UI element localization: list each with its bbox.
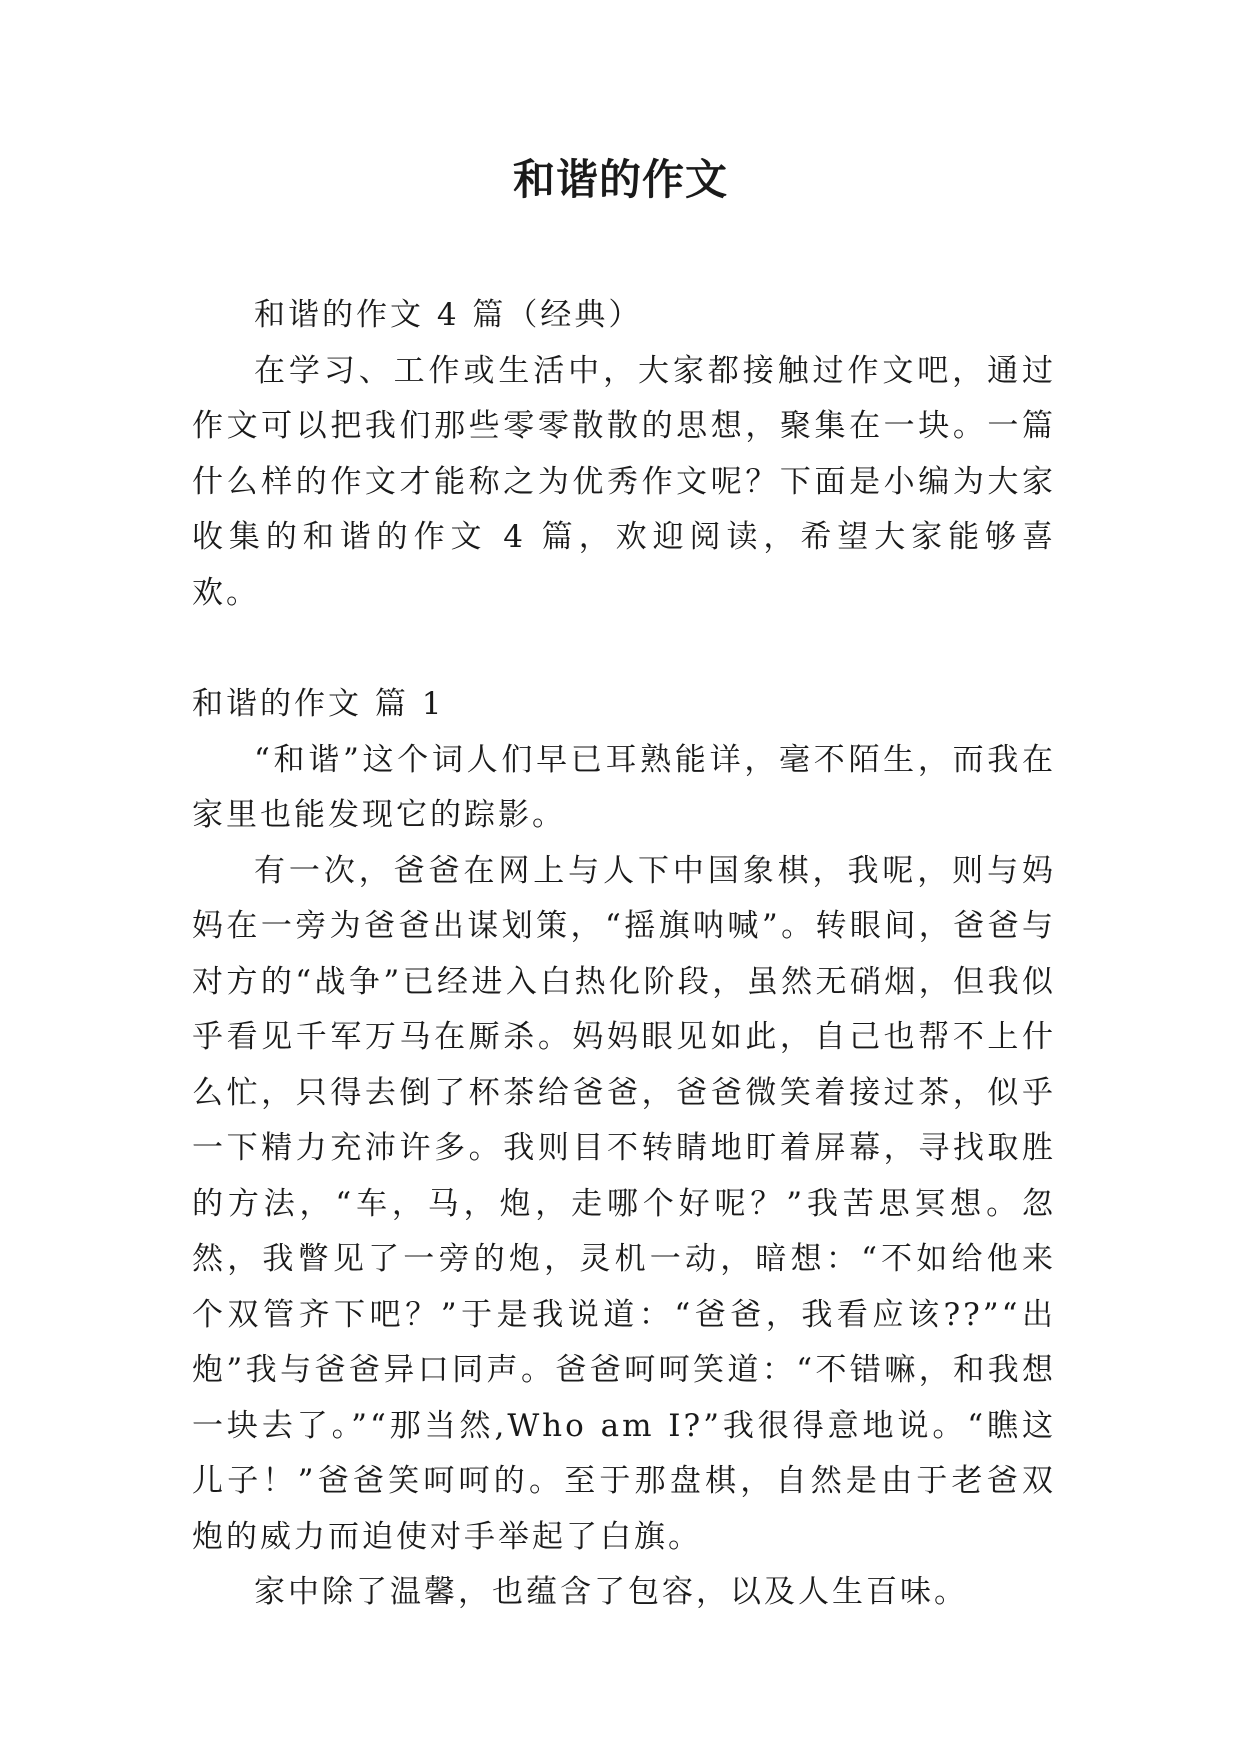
body-paragraph: “和谐”这个词人们早已耳熟能详，毫不陌生，而我在家里也能发现它的踪影。: [192, 741, 1056, 833]
intro-heading: 和谐的作文 4 篇（经典）: [254, 297, 643, 333]
body-paragraph: 家中除了温馨，也蕴含了包容，以及人生百味。: [254, 1574, 968, 1610]
page-title: 和谐的作文: [512, 155, 728, 204]
section-heading: 和谐的作文 篇 1: [192, 686, 445, 722]
intro-paragraph: 在学习、工作或生活中，大家都接触过作文吧，通过作文可以把我们那些零零散散的思想，聚集在一块。一篇什么样的作文才能称之为优秀作文呢？下面是小编为大家收集的和谐的作文 4 篇，欢迎阅读，希望大家能够喜欢。: [192, 352, 1056, 611]
section-spacer: [192, 621, 1056, 677]
document-body: [192, 288, 1056, 1621]
body-paragraph: 有一次，爸爸在网上与人下中国象棋，我呢，则与妈妈在一旁为爸爸出谋划策，“摇旗呐喊”。转眼间，爸爸与对方的“战争”已经进入白热化阶段，虽然无硝烟，但我似乎看见千军万马在厮杀。妈妈眼见如此，自己也帮不上什么忙，只得去倒了杯茶给爸爸，爸爸微笑着接过茶，似乎一下精力充沛许多。我则目不转睛地盯着屏幕，寻找取胜的方法，“车，马，炮，走哪个好呢？”我苦思冥想。忽然，我瞥见了一旁的炮，灵机一动，暗想：“不如给他来个双管齐下吧？”于是我说道：“爸爸，我看应该??”“出炮”我与爸爸异口同声。爸爸呵呵笑道：“不错嘛，和我想一块去了。”“那当然,Who am I?”我很得意地说。“瞧这儿子！”爸爸笑呵呵的。至于那盘棋，自然是由于老爸双炮的威力而迫使对手举起了白旗。: [192, 852, 1056, 1555]
